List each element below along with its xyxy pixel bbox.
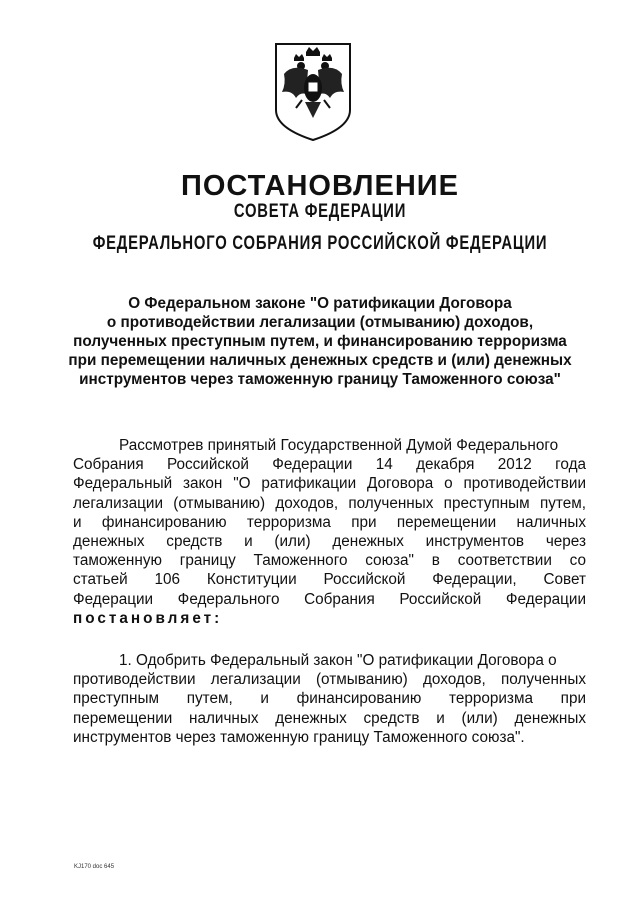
paragraph-line: денежных средств и (или) денежных инструментов через — [73, 533, 586, 551]
subject-line: о противодействии легализации (отмыванию) доходов, — [106, 314, 534, 331]
subject-line: полученных преступным путем, и финансированию терроризма — [73, 333, 567, 350]
paragraph-line: инструментов через таможенную границу Таможенного союза". — [73, 728, 525, 746]
subtitle-line1: СОВЕТА ФЕДЕРАЦИИ — [233, 201, 407, 222]
paragraph-line: Федеральный закон "О ратификации Договора о противодействии — [73, 475, 586, 493]
subject-line: инструментов через таможенную границу Таможенного союза" — [79, 371, 561, 388]
paragraph-preamble — [73, 436, 586, 628]
paragraph-line: статьей 106 Конституции Российской Федерации, Совет — [73, 571, 586, 589]
footer-code: KJ170 doc 645 — [74, 864, 115, 870]
paragraph-line: и финансированию терроризма при перемещении наличных — [73, 513, 586, 531]
document-subject — [60, 294, 580, 389]
russian-coat-of-arms-icon — [272, 40, 354, 144]
paragraph-line: Рассмотрев принятый Государственной Думой Федерального — [119, 437, 559, 454]
subject-line: О Федеральном законе "О ратификации Договора — [128, 295, 512, 312]
subject-line: при перемещении наличных денежных средств и (или) денежных — [68, 352, 572, 369]
paragraph-line: Собрания Российской Федерации 14 декабря 2012 года — [73, 456, 586, 474]
paragraph-line: 1. Одобрить Федеральный закон "О ратификации Договора о — [119, 652, 557, 669]
paragraph-item-1 — [73, 651, 586, 747]
paragraph-line: перемещении наличных денежных средств и (или) денежных — [73, 709, 586, 727]
subtitle-line2: ФЕДЕРАЛЬНОГО СОБРАНИЯ РОССИЙСКОЙ ФЕДЕРАЦИИ — [92, 233, 548, 254]
resolves-word: постановляет: — [73, 609, 223, 627]
paragraph-line: Федерации Федерального Собрания Российской Федерации — [73, 590, 586, 608]
paragraph-line: легализации (отмыванию) доходов, полученных преступным путем, — [73, 494, 586, 512]
paragraph-line: преступным путем, и финансированию терроризма при — [73, 690, 586, 708]
paragraph-line: противодействии легализации (отмыванию) доходов, полученных — [73, 671, 586, 689]
paragraph-line: таможенную границу Таможенного союза" в соответствии со — [73, 552, 586, 570]
document-title: ПОСТАНОВЛЕНИЕ — [181, 170, 459, 202]
